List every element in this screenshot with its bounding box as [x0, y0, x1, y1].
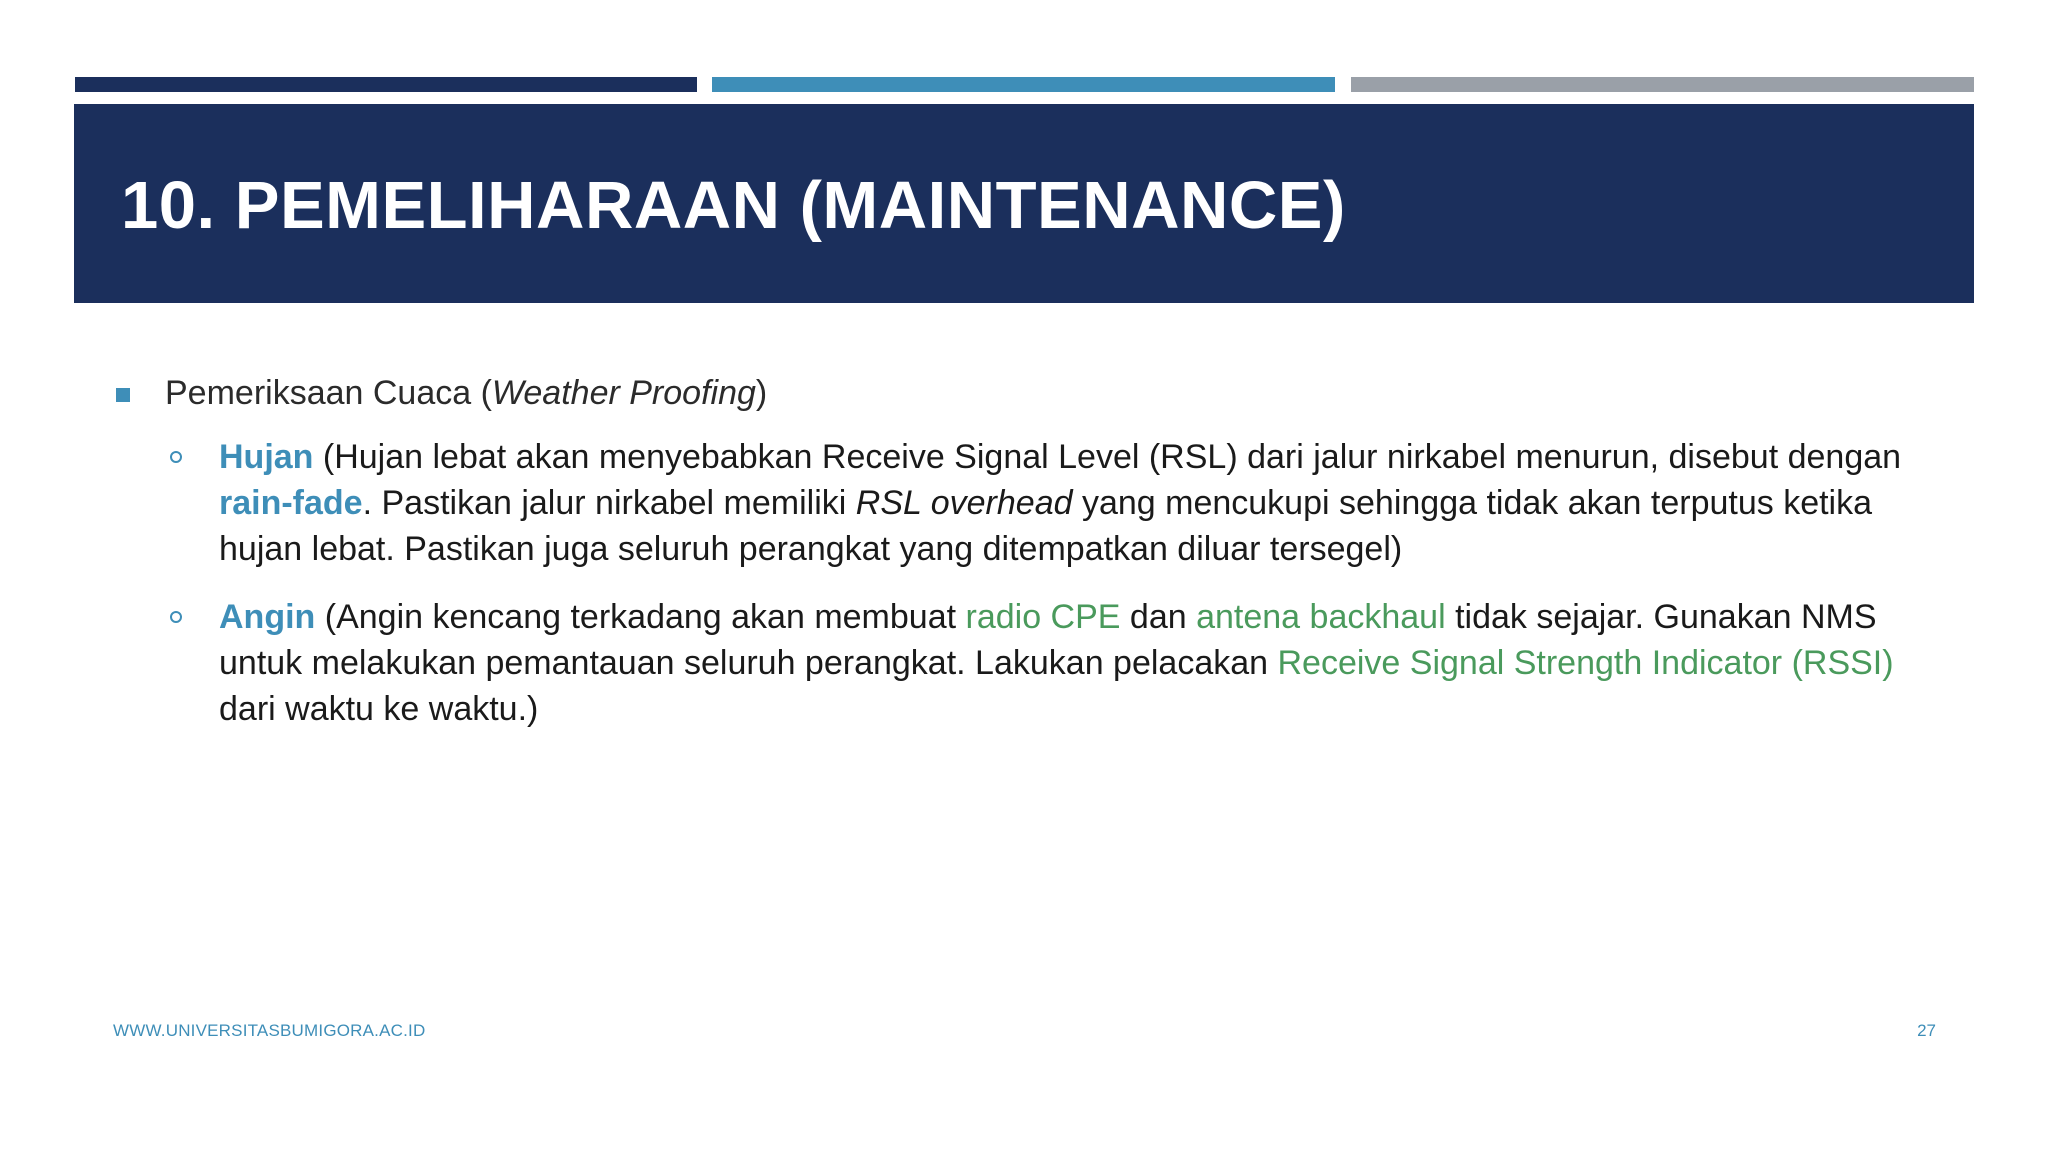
- sub-item-hujan: [110, 434, 1940, 572]
- circle-bullet-icon: [170, 451, 182, 463]
- keyword-hujan: Hujan: [219, 438, 314, 476]
- angin-text-2: dan: [1120, 598, 1197, 636]
- accent-bar-blue: [712, 77, 1335, 92]
- accent-bar-navy: [75, 77, 697, 92]
- keyword-angin: Angin: [219, 598, 316, 636]
- bullet-text-italic: Weather Proofing: [491, 374, 756, 412]
- term-rssi: Receive Signal Strength Indicator (RSSI): [1277, 644, 1894, 682]
- footer-url: WWW.UNIVERSITASBUMIGORA.AC.ID: [113, 1021, 426, 1040]
- title-band: [74, 104, 1974, 303]
- sub-list: [110, 434, 1940, 732]
- slide-title: 10. PEMELIHARAAN (MAINTENANCE): [121, 168, 1346, 243]
- sub-item-angin: [110, 594, 1940, 732]
- square-bullet-icon: [116, 388, 130, 402]
- bullet-weather-proofing: [110, 370, 1940, 416]
- hujan-text-italic: RSL overhead: [855, 484, 1073, 522]
- angin-text-3: tidak sejajar. Gunakan NMS untuk melakukan pemantauan seluruh perangkat. Lakukan pelacakan: [219, 598, 1877, 682]
- page-number: 27: [1917, 1021, 1936, 1040]
- angin-text-1: (Angin kencang terkadang akan membuat: [315, 598, 966, 636]
- bullet-text-close: ): [755, 374, 768, 412]
- keyword-rain-fade: rain-fade: [219, 484, 363, 522]
- circle-bullet-icon: [170, 611, 182, 623]
- angin-text-4: dari waktu ke waktu.): [219, 690, 539, 728]
- slide-body: [110, 370, 1940, 754]
- hujan-text-3: yang mencukupi sehingga tidak akan terputus ketika hujan lebat. Pastikan juga seluruh perangkat yang ditempatkan diluar tersegel): [219, 484, 1873, 568]
- hujan-text-2: . Pastikan jalur nirkabel memiliki: [362, 484, 856, 522]
- hujan-text-1: (Hujan lebat akan menyebabkan Receive Signal Level (RSL) dari jalur nirkabel menurun, disebut dengan: [313, 438, 1902, 476]
- accent-bar-gray: [1351, 77, 1974, 92]
- bullet-text: Pemeriksaan Cuaca (: [165, 374, 492, 412]
- term-radio-cpe: radio CPE: [965, 598, 1121, 636]
- term-antena-backhaul: antena backhaul: [1196, 598, 1446, 636]
